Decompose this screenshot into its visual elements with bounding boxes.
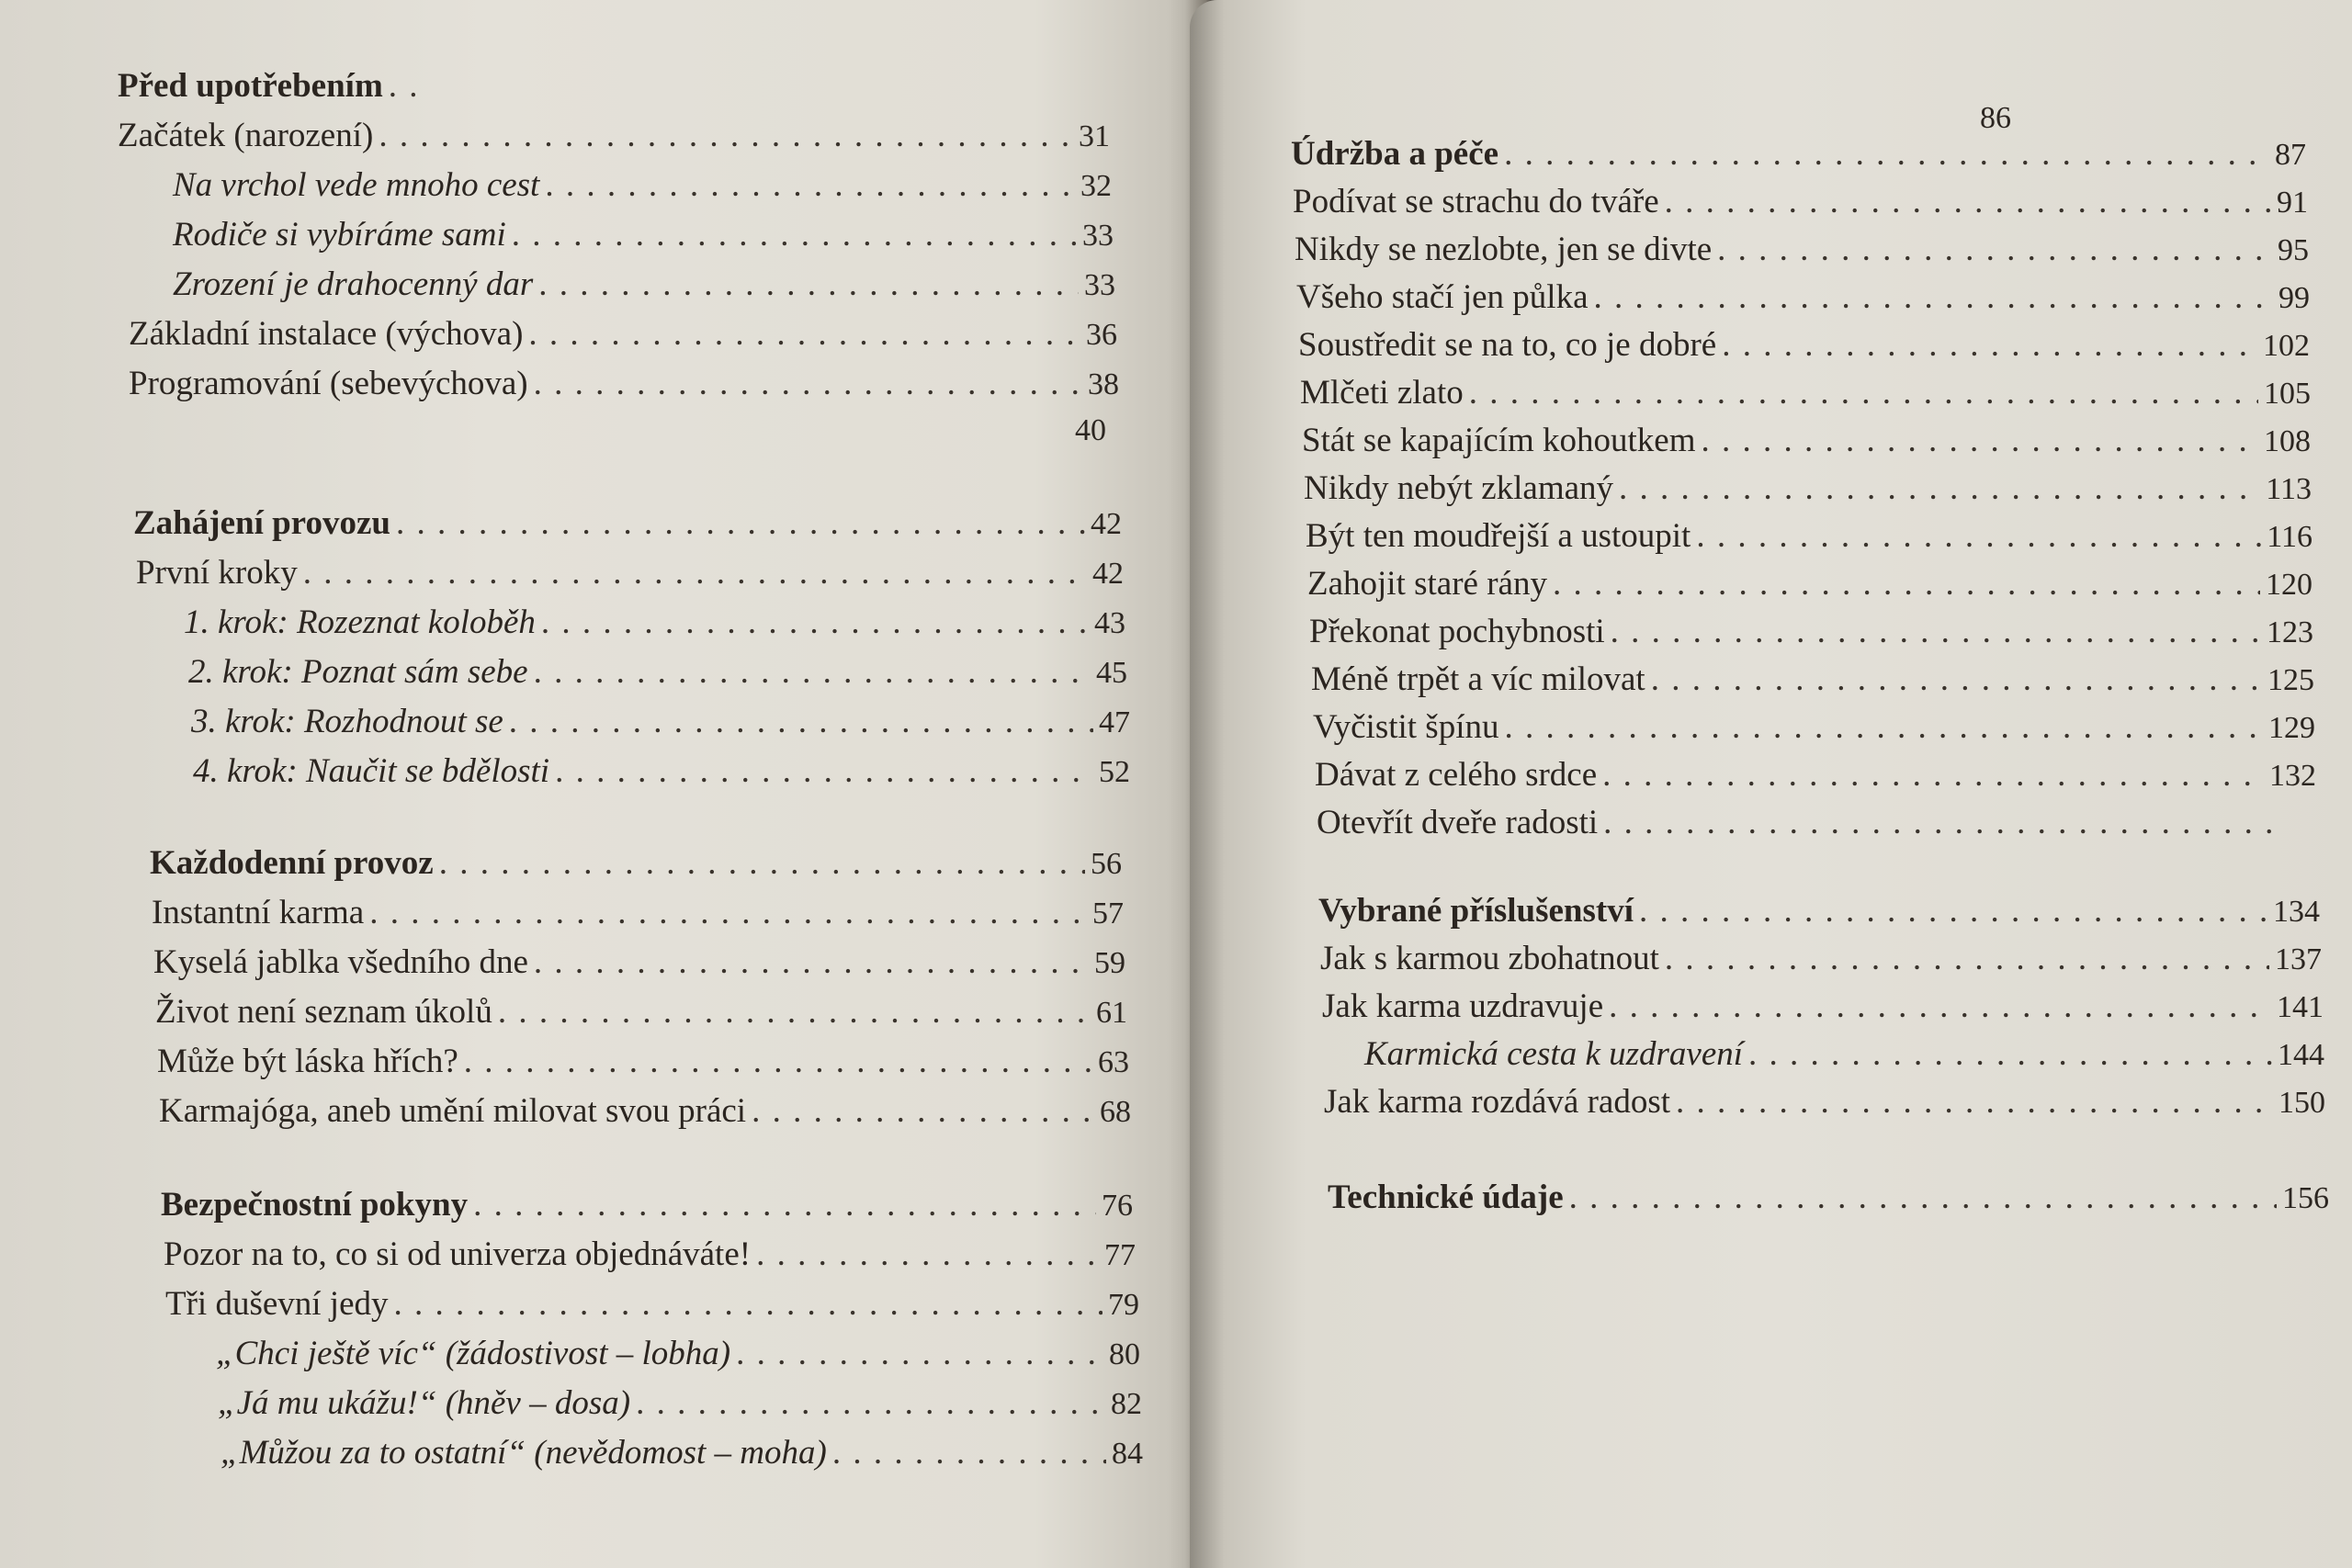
entry-title: Stát se kapajícím kohoutkem (1302, 422, 1696, 459)
dot-leader (1611, 612, 2261, 651)
right-toc-entry[interactable] (1291, 134, 2306, 174)
dot-leader (1602, 755, 2264, 795)
dot-leader (756, 1235, 1099, 1274)
dot-leader (394, 1284, 1102, 1324)
dot-leader (369, 893, 1087, 932)
entry-title: Vyčistit špínu (1313, 708, 1499, 746)
entry-page-number: 82 (1111, 1387, 1142, 1421)
left-toc-entry[interactable] (157, 1042, 1129, 1081)
entry-page-number: 132 (2269, 759, 2316, 793)
right-toc-entry[interactable] (1311, 660, 2314, 699)
left-toc-entry[interactable] (173, 265, 1115, 304)
entry-page-number: 61 (1096, 996, 1127, 1030)
right-toc-entry[interactable] (1304, 468, 2312, 508)
entry-title: Jak karma rozdává radost (1324, 1083, 1671, 1121)
dot-leader (396, 503, 1085, 543)
entry-title: První kroky (136, 554, 298, 592)
entry-title: Pozor na to, co si od univerza objednáváte! (164, 1235, 752, 1273)
entry-page-number: 43 (1094, 606, 1125, 640)
right-page (1190, 0, 2352, 1568)
entry-title: Začátek (narození) (118, 117, 374, 154)
entry-title: Zahojit staré rány (1307, 565, 1547, 603)
dot-leader (1722, 325, 2257, 365)
left-toc-entry[interactable] (155, 992, 1127, 1032)
entry-page-number: 42 (1091, 507, 1122, 541)
right-toc-entry[interactable] (1324, 1082, 2325, 1122)
entry-page-number: 105 (2264, 377, 2311, 411)
entry-page-number: 87 (2275, 138, 2306, 172)
entry-page-number: 95 (2278, 233, 2309, 267)
dot-leader (379, 116, 1073, 155)
right-toc-entry[interactable] (1295, 230, 2309, 269)
left-toc-entry[interactable] (118, 116, 1110, 155)
entry-page-number: 47 (1099, 705, 1130, 739)
entry-page-number: 36 (1086, 318, 1117, 352)
dot-leader (389, 66, 415, 106)
entry-title: Instantní karma (152, 894, 365, 931)
entry-title: „Chci ještě víc“ (žádostivost – lobha) (216, 1335, 731, 1372)
left-toc-entry[interactable] (152, 893, 1124, 932)
dot-leader (439, 843, 1085, 883)
left-toc-entry[interactable] (188, 652, 1127, 692)
left-toc-entry[interactable] (184, 603, 1125, 642)
entry-title: Vybrané příslušenství (1318, 892, 1634, 930)
entry-title: Karmajóga, aneb umění milovat svou práci (159, 1092, 747, 1130)
left-toc-entry[interactable] (216, 1334, 1140, 1373)
entry-title: Bezpečnostní pokyny (161, 1186, 469, 1224)
left-toc-entry[interactable] (153, 942, 1125, 982)
entry-title: Život není seznam úkolů (155, 993, 492, 1031)
right-toc-entry[interactable] (1322, 987, 2324, 1026)
entry-title: Před upotřebením (118, 67, 383, 105)
dot-leader (303, 553, 1087, 592)
entry-title: Údržba a péče (1291, 135, 1499, 173)
dot-leader (545, 165, 1075, 205)
right-toc-entry[interactable] (1293, 182, 2308, 221)
left-toc-entry[interactable] (164, 1235, 1136, 1274)
left-toc-entry[interactable] (193, 751, 1130, 791)
entry-title: Může být láska hřích? (157, 1043, 458, 1080)
right-toc-entry[interactable] (1317, 803, 2290, 842)
entry-page-number: 57 (1092, 897, 1124, 931)
entry-page-number: 68 (1100, 1095, 1131, 1129)
left-toc-entry[interactable] (129, 364, 1119, 403)
right-toc (1190, 0, 2352, 1568)
entry-title: Zahájení provozu (133, 504, 390, 542)
entry-page-number: 79 (1108, 1288, 1139, 1322)
dot-leader (1594, 277, 2274, 317)
entry-page-number: 129 (2268, 711, 2315, 745)
right-toc-entry[interactable] (1320, 939, 2322, 978)
entry-page-number: 52 (1099, 755, 1130, 789)
entry-page-number: 56 (1091, 847, 1122, 881)
dot-leader (534, 652, 1091, 692)
entry-page-number: 33 (1084, 268, 1115, 302)
entry-title: Dávat z celého srdce (1315, 756, 1598, 794)
dot-leader (1504, 134, 2269, 174)
entry-page-number: 84 (1112, 1437, 1143, 1471)
dot-leader (1696, 516, 2261, 556)
left-toc-entry[interactable] (150, 843, 1122, 883)
left-toc-entry[interactable] (191, 702, 1130, 741)
entry-page-number: 32 (1080, 169, 1112, 203)
dot-leader (1748, 1034, 2272, 1074)
entry-title: Nikdy se nezlobte, jen se divte (1295, 231, 1713, 268)
entry-page-number: 45 (1096, 656, 1127, 690)
entry-title: Každodenní provoz (150, 844, 434, 882)
entry-page-number: 156 (2282, 1181, 2329, 1215)
right-toc-entry[interactable] (1300, 373, 2311, 412)
right-toc-entry[interactable] (1306, 516, 2312, 556)
left-toc-entry[interactable] (133, 503, 1122, 543)
dot-leader (1619, 468, 2260, 508)
left-toc-entry[interactable] (129, 314, 1117, 354)
dot-leader (534, 942, 1089, 982)
entry-title: Být ten moudřejší a ustoupit (1306, 517, 1691, 555)
dot-leader (636, 1383, 1105, 1423)
entry-page-number: 77 (1104, 1238, 1136, 1272)
dot-leader (1505, 707, 2264, 747)
right-toc-entry[interactable] (1309, 612, 2313, 651)
dot-leader (832, 1433, 1106, 1472)
left-toc-entry[interactable] (173, 165, 1112, 205)
entry-page-number: 123 (2267, 615, 2313, 649)
entry-page-number: 38 (1088, 367, 1119, 401)
left-toc-entry[interactable] (218, 1383, 1142, 1423)
entry-page-number: 120 (2266, 568, 2312, 602)
dot-leader (1603, 803, 2285, 842)
right-toc-entry[interactable] (1315, 755, 2316, 795)
dot-leader (464, 1042, 1092, 1081)
entry-title: Mlčeti zlato (1300, 374, 1464, 412)
left-toc-entry[interactable] (220, 1433, 1143, 1472)
dot-leader (1553, 564, 2260, 604)
entry-title: Na vrchol vede mnoho cest (173, 166, 540, 204)
entry-title: Rodiče si vybíráme sami (173, 216, 506, 254)
left-toc-entry[interactable] (165, 1284, 1139, 1324)
entry-title: Nikdy nebýt zklamaný (1304, 469, 1614, 507)
entry-page-number: 31 (1079, 119, 1110, 153)
dot-leader (555, 751, 1093, 791)
entry-page-number: 150 (2278, 1086, 2325, 1120)
entry-page-number: 137 (2275, 942, 2322, 976)
dot-leader (541, 603, 1089, 642)
dot-leader (498, 992, 1091, 1032)
left-toc-entry[interactable] (159, 1091, 1131, 1131)
right-toc-entry[interactable] (1298, 325, 2310, 365)
dot-leader (1702, 421, 2259, 460)
entry-page-number: 141 (2277, 990, 2324, 1024)
dot-leader (1676, 1082, 2273, 1122)
right-toc-entry[interactable] (1328, 1178, 2329, 1217)
entry-title: Méně trpět a víc milovat (1311, 660, 1645, 698)
dot-leader (534, 364, 1082, 403)
entry-title: Technické údaje (1328, 1179, 1564, 1216)
entry-title: „Já mu ukážu!“ (hněv – dosa) (218, 1384, 631, 1422)
entry-title: Jak karma uzdravuje (1322, 987, 1604, 1025)
entry-page-number: 116 (2267, 520, 2312, 554)
entry-page-number: 76 (1102, 1189, 1133, 1223)
right-toc-entry[interactable] (1296, 277, 2310, 317)
entry-title: Tři duševní jedy (165, 1285, 389, 1323)
dot-leader (1639, 891, 2267, 931)
dot-leader (528, 314, 1080, 354)
dot-leader (1665, 182, 2271, 221)
entry-page-number: 42 (1092, 557, 1124, 591)
entry-title: 3. krok: Rozhodnout se (191, 703, 503, 740)
dot-leader (509, 702, 1093, 741)
dot-leader (752, 1091, 1094, 1131)
entry-title: Karmická cesta k uzdravení (1364, 1035, 1744, 1073)
entry-page-number: 134 (2273, 895, 2320, 929)
entry-title: Všeho stačí jen půlka (1296, 278, 1589, 316)
dot-leader (1569, 1178, 2277, 1217)
entry-title: Zrození je drahocenný dar (173, 265, 534, 303)
entry-title: Základní instalace (výchova) (129, 315, 524, 353)
entry-page-number: 33 (1082, 219, 1114, 253)
entry-page-number: 99 (2278, 281, 2310, 315)
right-toc-entry[interactable] (1980, 101, 2306, 136)
left-toc-entry[interactable] (136, 553, 1124, 592)
dot-leader (473, 1185, 1096, 1224)
dot-leader (1651, 660, 2262, 699)
entry-page-number: 63 (1098, 1045, 1129, 1079)
dot-leader (538, 265, 1079, 304)
entry-title: Překonat pochybnosti (1309, 613, 1605, 650)
entry-title: Podívat se strachu do tváře (1293, 183, 1659, 220)
entry-page-number: 80 (1109, 1337, 1140, 1371)
right-toc-entry[interactable] (1307, 564, 2312, 604)
entry-title: Soustředit se na to, co je dobré (1298, 326, 1717, 364)
right-toc-entry[interactable] (1318, 891, 2320, 931)
entry-page-number: 108 (2264, 424, 2311, 458)
entry-page-number: 86 (1980, 101, 2011, 135)
dot-leader (512, 215, 1077, 254)
entry-page-number: 113 (2266, 472, 2312, 506)
left-toc-entry[interactable] (161, 1185, 1133, 1224)
dot-leader (1609, 987, 2271, 1026)
entry-title: 2. krok: Poznat sám sebe (188, 653, 528, 691)
entry-page-number: 91 (2277, 186, 2308, 220)
entry-title: Programování (sebevýchova) (129, 365, 528, 402)
entry-page-number: 125 (2267, 663, 2314, 697)
right-toc-entry[interactable] (1313, 707, 2315, 747)
dot-leader (1469, 373, 2258, 412)
entry-title: „Můžou za to ostatní“ (nevědomost – moha) (220, 1434, 827, 1472)
entry-title: Otevřít dveře radosti (1317, 804, 1599, 841)
left-toc-entry[interactable] (1075, 413, 1121, 448)
entry-title: Kyselá jablka všedního dne (153, 943, 528, 981)
entry-page-number: 59 (1094, 946, 1125, 980)
entry-page-number: 40 (1075, 413, 1106, 447)
dot-leader (1665, 939, 2269, 978)
right-toc-entry[interactable] (1364, 1034, 2324, 1074)
entry-title: Jak s karmou zbohatnout (1320, 940, 1659, 977)
left-toc-entry[interactable] (173, 215, 1114, 254)
left-toc-entry[interactable] (118, 66, 421, 106)
right-toc-entry[interactable] (1302, 421, 2311, 460)
entry-title: 1. krok: Rozeznat koloběh (184, 604, 536, 641)
dot-leader (736, 1334, 1103, 1373)
entry-page-number: 144 (2278, 1038, 2324, 1072)
dot-leader (1717, 230, 2272, 269)
entry-page-number: 102 (2263, 329, 2310, 363)
entry-title: 4. krok: Naučit se bdělosti (193, 752, 550, 790)
